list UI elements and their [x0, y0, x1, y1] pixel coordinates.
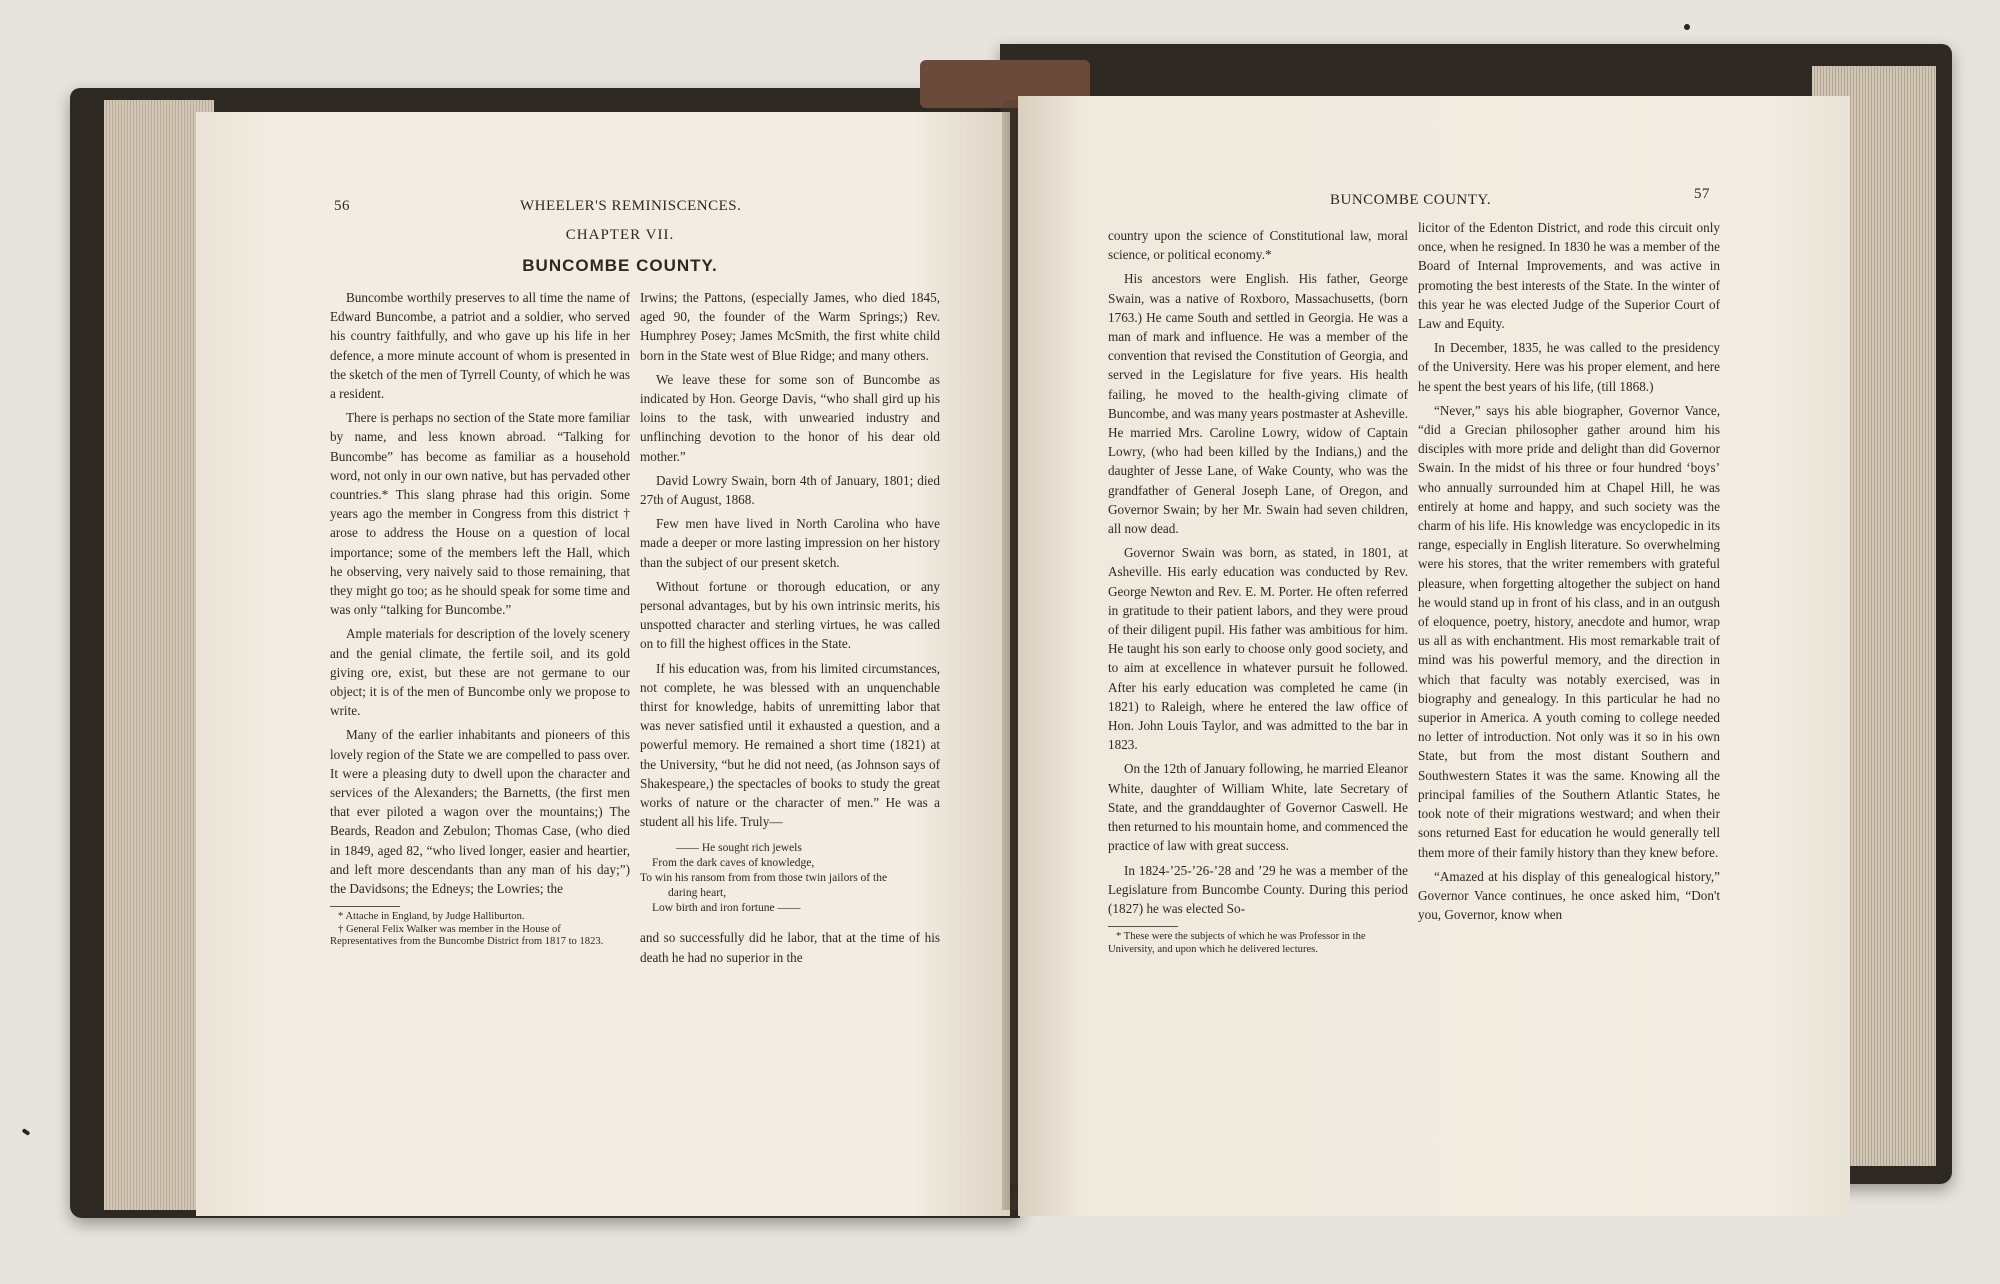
footnotes [330, 911, 630, 949]
paragraph: “Amazed at his display of this genealogical history,” Governor Vance continues, he once asked him, “Don't you, Governor, know when [1418, 868, 1720, 923]
paragraph: On the 12th of January following, he married Eleanor White, daughter of William White, late Secretary of State, and the granddaughter of Governor Caswell. He then returned to his mountain home, and commenced the practice of law with great success. [1108, 761, 1408, 854]
paragraph: and so successfully did he labor, that at the time of his death he had no superior in the [640, 930, 940, 965]
paragraph: David Lowry Swain, born 4th of January, 1801; died 27th of August, 1868. [640, 472, 940, 508]
paragraph: Governor Swain was born, as stated, in 1801, at Asheville. His early education was conducted by Rev. George Newton and Rev. E. M. Porter. He often referred in gratitude to their patient labors, and they were proud of their diligent pupil. His father was ambitious for him. He taught his son early to choose only good society, and to aim at excellence in whatever pursuit he followed. After his early education was completed he came (in 1821) to Raleigh, where he entered the law office of Hon. John Louis Taylor, and was admitted to the bar in 1823. [1108, 545, 1408, 753]
page-title: BUNCOMBE COUNTY. [522, 256, 718, 275]
paragraph: licitor of the Edenton District, and rode this circuit only once, when he resigned. In 1830 he was a member of the Board of Internal Improvements, and was active in promoting the best interests of the State. In the winter of this year he was elected Judge of the Superior Court of Law and Equity. [1418, 220, 1720, 332]
footnote-rule [1108, 926, 1178, 927]
paragraph: Buncombe worthily preserves to all time the name of Edward Buncombe, a patriot and a soldier, who served his country faithfully, and who gave up his life in her defence, a more minute account of whom is presented in the sketch of the men of Tyrrell County, of which he was a resident. [330, 290, 630, 402]
ink-speck [22, 1128, 31, 1136]
paragraph: There is perhaps no section of the State more familiar by name, and less known abroad. “Talking for Buncombe” has become as familiar as a household word, not only in our own native, but has pervaded other countries.* This slang phrase had this origin. Some years ago the member in Congress from this district † arose to address the House on a question of local importance; some of the members left the Hall, which he observing, very naively said to those remaining, that they might go too; as he should speak for some time and was only “talking for Buncombe.” [330, 410, 630, 618]
left-page-column-2 [640, 288, 940, 972]
footnote-rule [330, 906, 400, 907]
page-number-left: 56 [334, 198, 350, 214]
verse-line: daring heart, [668, 887, 727, 900]
verse-line: From the dark caves of knowledge, [652, 857, 815, 870]
footnote: † General Felix Walker was member in the House of Representatives from the Buncombe District from 1817 to 1823. [330, 923, 604, 948]
paragraph: Many of the earlier inhabitants and pioneers of this lovely region of the State we are compelled to pass over. It were a pleasing duty to dwell upon the character and services of the Alexanders; the Barnetts, (the first men that ever piloted a wagon over the mountains;) The Beards, Readon and Zebulon; Thomas Case, (who died in 1849, aged 82, “who lived longer, easier and heartier, and left more descendants than any man of his day;”) the Davidsons; the Edneys; the Lowries; the [330, 727, 630, 897]
paragraph: His ancestors were English. His father, George Swain, was a native of Roxboro, Massachusetts, (born 1763.) He came South and settled in Georgia. He was a man of mark and influence. He was a member of the convention that revised the Constitution of Georgia, and served in the Legislature for five years. His health failing, he moved to the health-giving climate of Buncombe, and was many years postmaster at Asheville. He married Mrs. Caroline Lowry, widow of Captain Lowry, (who had been killed by the Indians,) and the daughter of Jesse Lane, of Wake County, who was the grandfather of General Joseph Lane, of Oregon, and Governor Swain; by her Mr. Swain had seven children, all now dead. [1108, 271, 1408, 537]
page-number-right: 57 [1694, 186, 1710, 202]
verse-line: To win his ransom from from those twin jailors of the [640, 872, 888, 885]
paragraph: Irwins; the Pattons, (especially James, who died 1845, aged 90, the founder of the Warm Springs;) Rev. Humphrey Posey; James McSmith, the first white child born in the State west of Blue Ridge; and many others. [640, 290, 940, 363]
chapter-heading: CHAPTER VII. [565, 227, 675, 243]
paragraph: Without fortune or thorough education, or any personal advantages, but by his own intrinsic merits, his unspotted character and sterling virtues, he was called on to fill the highest offices in the State. [640, 578, 940, 652]
running-head-left: WHEELER'S REMINISCENCES. [520, 198, 742, 214]
paragraph: If his education was, from his limited circumstances, not complete, he was blessed with an unquenchable thirst for knowledge, habits of unremitting labor that was never satisfied until it exhausted a question, and a powerful memory. He remained a short time (1821) at the University, “but he did not need, (as Johnson says of Shakespeare,) the spectacles of books to study the great works of nature or the character of men.” He was a student all his life. Truly— [640, 660, 940, 830]
right-page-column-1 [1108, 226, 1408, 956]
paragraph: We leave these for some son of Buncombe as indicated by Hon. George Davis, “who shall gird up his loins to the task, with unwearied industry and unflinching devotion to the honor of his dear old mother.” [640, 371, 940, 464]
right-page-column-2 [1418, 218, 1720, 929]
paragraph: country upon the science of Constitutional law, moral science, or political economy.* [1108, 228, 1408, 263]
paragraph: In December, 1835, he was called to the presidency of the University. Here was his proper element, and here he spent the best years of his life, (till 1868.) [1418, 340, 1720, 394]
verse-quotation [640, 841, 940, 916]
ink-speck [1684, 24, 1690, 30]
paragraph: Ample materials for description of the lovely scenery and the genial climate, the fertile soil, and its gold giving ore, exist, but these are not germane to our object; it is of the men of Buncombe only we propose to write. [330, 626, 630, 719]
footnotes [1108, 931, 1408, 956]
paragraph: In 1824-’25-’26-’28 and ’29 he was a member of the Legislature from Buncombe County. During this period (1827) he was elected So- [1108, 862, 1408, 916]
paragraph: “Never,” says his able biographer, Governor Vance, “did a Grecian philosopher gather around him his disciples with more pride and delight than did Governor Swain. In the midst of his three or four hundred ‘boys’ who annually surrounded him at Chapel Hill, he was entirely at home and happy, and such society was the charm of his life. His knowledge was encyclopedic in its range, especially in English literature. So overwhelming were his stores, that the writer remembers with grateful pleasure, when forgetting altogether the subject on hand he would stand up in front of his class, and in an outgush of eloquence, poetry, history, anecdote and humor, wrap us all as with enchantment. His most remarkable trait of mind was his powerful memory, and the direction in which that faculty was notably exercised, was in biography and genealogy. In this particular he had no superior in America. A youth coming to college needed no letter of introduction. Not only was it so in his own State, but from the most distant Southern and Southwestern States it was the same. Knowing all the principal families of the Southern Atlantic States, he took note of their migrations westward; and when their sons returned East for education he would generally tell them more of their family history than they knew before. [1418, 402, 1720, 860]
footnote: * These were the subjects of which he was Professor in the University, and upon which he delivered lectures. [1108, 931, 1366, 955]
running-head-right: BUNCOMBE COUNTY. [1330, 192, 1492, 208]
paragraph: Few men have lived in North Carolina who have made a deeper or more lasting impression on her history than the subject of our present sketch. [640, 516, 940, 570]
verse-line: —— He sought rich jewels [676, 842, 802, 855]
verse-line: Low birth and iron fortune —— [652, 902, 801, 915]
footnote: * Attache in England, by Judge Halliburton. [338, 911, 525, 923]
left-page-column-1 [330, 288, 630, 949]
